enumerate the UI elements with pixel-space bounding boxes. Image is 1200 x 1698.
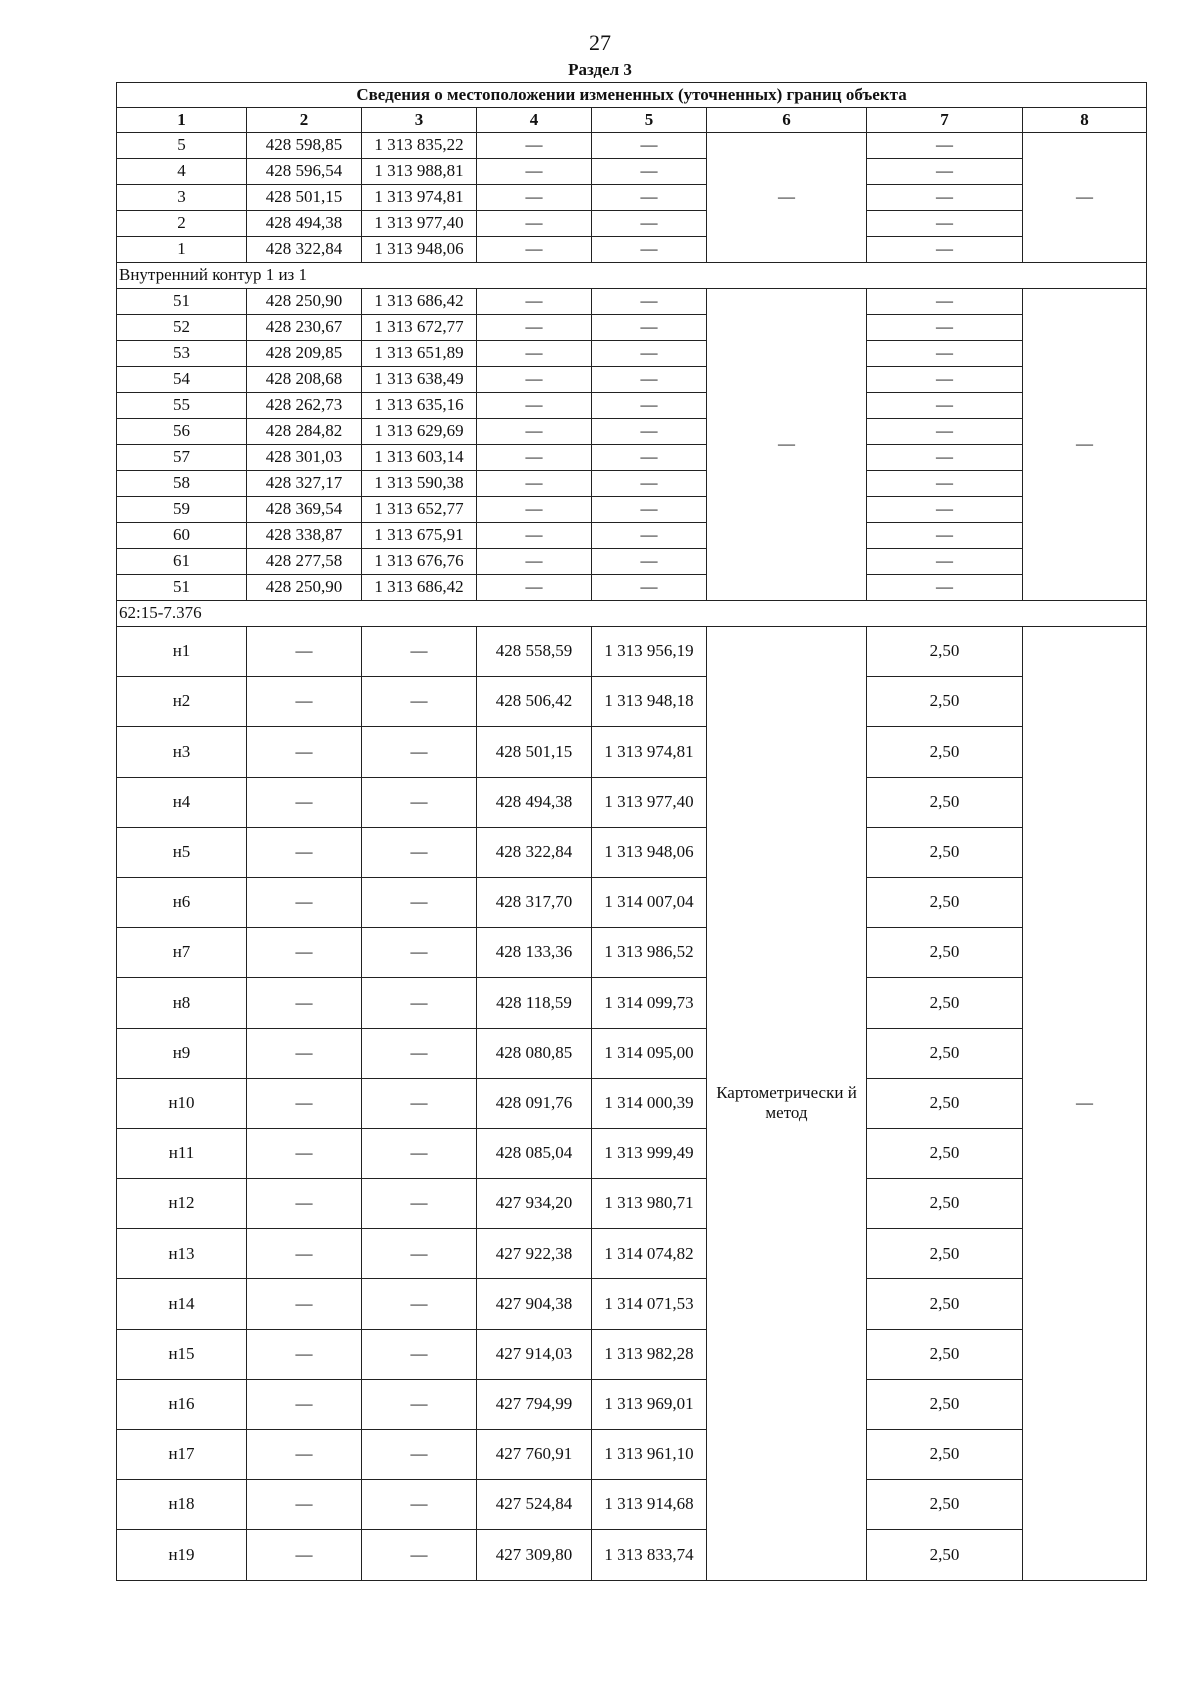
- empty-cell: —: [477, 575, 592, 601]
- accuracy-value: 2,50: [867, 928, 1023, 978]
- table-row: [117, 497, 1147, 523]
- table-row: [117, 211, 1147, 237]
- coordinate-x: 428 322,84: [477, 827, 592, 877]
- empty-cell: —: [592, 315, 707, 341]
- empty-cell: —: [592, 523, 707, 549]
- empty-cell: —: [477, 393, 592, 419]
- accuracy-value: 2,50: [867, 1179, 1023, 1229]
- empty-cell: —: [362, 777, 477, 827]
- point-number: 53: [117, 341, 247, 367]
- table-row: [117, 1430, 1147, 1480]
- point-number: н19: [117, 1530, 247, 1580]
- empty-cell: —: [867, 523, 1023, 549]
- point-number: н9: [117, 1028, 247, 1078]
- table-row: [117, 1229, 1147, 1279]
- empty-cell: —: [477, 237, 592, 263]
- coordinate-y: 1 314 071,53: [592, 1279, 707, 1329]
- point-number: н7: [117, 928, 247, 978]
- table-row: [117, 1078, 1147, 1128]
- empty-cell: —: [867, 133, 1023, 159]
- empty-cell: —: [247, 1379, 362, 1429]
- coordinate-x: 428 501,15: [477, 727, 592, 777]
- table-row: [117, 1329, 1147, 1379]
- point-number: 58: [117, 471, 247, 497]
- coordinate-y: 1 313 629,69: [362, 419, 477, 445]
- coordinate-x: 428 080,85: [477, 1028, 592, 1078]
- coordinate-x: 427 922,38: [477, 1229, 592, 1279]
- coordinate-x: 428 494,38: [477, 777, 592, 827]
- empty-cell: —: [362, 1028, 477, 1078]
- point-number: н6: [117, 877, 247, 927]
- coordinate-x: 428 085,04: [477, 1128, 592, 1178]
- coordinate-y: 1 313 652,77: [362, 497, 477, 523]
- table-row: [117, 445, 1147, 471]
- coordinate-x: 427 309,80: [477, 1530, 592, 1580]
- point-number: 1: [117, 237, 247, 263]
- empty-cell: —: [477, 211, 592, 237]
- coordinate-y: 1 313 651,89: [362, 341, 477, 367]
- coordinate-y: 1 314 007,04: [592, 877, 707, 927]
- empty-cell: —: [362, 1329, 477, 1379]
- empty-cell: —: [477, 185, 592, 211]
- coordinate-x: 427 524,84: [477, 1480, 592, 1530]
- column-header: 7: [867, 108, 1023, 133]
- empty-cell: —: [247, 1078, 362, 1128]
- table-row: [117, 1530, 1147, 1580]
- empty-cell: —: [592, 367, 707, 393]
- coordinate-x: 428 118,59: [477, 978, 592, 1028]
- point-number: н11: [117, 1128, 247, 1178]
- empty-cell: —: [477, 471, 592, 497]
- table-row: [117, 1179, 1147, 1229]
- coordinate-x: 428 506,42: [477, 677, 592, 727]
- empty-cell: —: [247, 928, 362, 978]
- point-number: н2: [117, 677, 247, 727]
- coordinate-x: 428 250,90: [247, 289, 362, 315]
- table-title: Сведения о местоположении измененных (уточненных) границ объекта: [117, 83, 1147, 108]
- point-number: 3: [117, 185, 247, 211]
- coordinate-x: 428 230,67: [247, 315, 362, 341]
- empty-cell: —: [362, 1229, 477, 1279]
- empty-cell: —: [247, 1430, 362, 1480]
- boundary-table: [116, 82, 1147, 1581]
- empty-cell: —: [362, 1530, 477, 1580]
- table-row: [117, 393, 1147, 419]
- method-cell: —: [707, 133, 867, 263]
- empty-cell: —: [247, 1028, 362, 1078]
- coordinate-x: 428 596,54: [247, 159, 362, 185]
- point-number: 5: [117, 133, 247, 159]
- empty-cell: —: [477, 419, 592, 445]
- empty-cell: —: [592, 289, 707, 315]
- coordinate-y: 1 314 000,39: [592, 1078, 707, 1128]
- empty-cell: —: [867, 185, 1023, 211]
- column-header: 2: [247, 108, 362, 133]
- empty-cell: —: [592, 185, 707, 211]
- coordinate-y: 1 313 914,68: [592, 1480, 707, 1530]
- column-header: 5: [592, 108, 707, 133]
- empty-cell: —: [477, 341, 592, 367]
- table-row: [117, 523, 1147, 549]
- empty-cell: —: [362, 1430, 477, 1480]
- empty-cell: —: [867, 419, 1023, 445]
- empty-cell: —: [247, 1279, 362, 1329]
- coordinate-x: 428 317,70: [477, 877, 592, 927]
- table-row: [117, 185, 1147, 211]
- point-number: 60: [117, 523, 247, 549]
- point-number: н15: [117, 1329, 247, 1379]
- coordinate-y: 1 313 638,49: [362, 367, 477, 393]
- empty-cell: —: [477, 289, 592, 315]
- coordinate-y: 1 314 095,00: [592, 1028, 707, 1078]
- table-row: [117, 419, 1147, 445]
- coordinate-x: 428 494,38: [247, 211, 362, 237]
- empty-cell: —: [247, 877, 362, 927]
- accuracy-value: 2,50: [867, 1530, 1023, 1580]
- empty-cell: —: [592, 471, 707, 497]
- empty-cell: —: [247, 827, 362, 877]
- empty-cell: —: [867, 393, 1023, 419]
- method-cell: Картометрически й метод: [707, 627, 867, 1581]
- empty-cell: —: [477, 133, 592, 159]
- empty-cell: —: [867, 445, 1023, 471]
- table-row: [117, 341, 1147, 367]
- table-row: [117, 471, 1147, 497]
- empty-cell: —: [867, 289, 1023, 315]
- empty-cell: —: [592, 393, 707, 419]
- table-row: [117, 237, 1147, 263]
- coordinate-x: 428 501,15: [247, 185, 362, 211]
- coordinate-x: 427 904,38: [477, 1279, 592, 1329]
- parcel-number-row: [117, 601, 1147, 627]
- point-number: 55: [117, 393, 247, 419]
- table-row: [117, 133, 1147, 159]
- point-number: н3: [117, 727, 247, 777]
- coordinate-y: 1 313 948,18: [592, 677, 707, 727]
- empty-cell: —: [592, 159, 707, 185]
- point-number: 54: [117, 367, 247, 393]
- empty-cell: —: [362, 1128, 477, 1178]
- empty-cell: —: [362, 1279, 477, 1329]
- point-number: 4: [117, 159, 247, 185]
- coordinate-y: 1 313 999,49: [592, 1128, 707, 1178]
- empty-cell: —: [247, 777, 362, 827]
- coordinate-x: 428 209,85: [247, 341, 362, 367]
- coordinate-y: 1 313 988,81: [362, 159, 477, 185]
- accuracy-value: 2,50: [867, 777, 1023, 827]
- point-number: н5: [117, 827, 247, 877]
- coordinate-x: 427 794,99: [477, 1379, 592, 1429]
- empty-cell: —: [867, 211, 1023, 237]
- coordinate-x: 428 208,68: [247, 367, 362, 393]
- table-row: [117, 677, 1147, 727]
- empty-cell: —: [247, 627, 362, 677]
- notes-cell: —: [1023, 289, 1147, 601]
- coordinate-y: 1 313 835,22: [362, 133, 477, 159]
- empty-cell: —: [867, 341, 1023, 367]
- coordinate-x: 428 133,36: [477, 928, 592, 978]
- accuracy-value: 2,50: [867, 1078, 1023, 1128]
- empty-cell: —: [592, 445, 707, 471]
- method-cell: —: [707, 289, 867, 601]
- coordinate-x: 428 598,85: [247, 133, 362, 159]
- empty-cell: —: [362, 1379, 477, 1429]
- empty-cell: —: [362, 677, 477, 727]
- notes-cell: —: [1023, 133, 1147, 263]
- point-number: 2: [117, 211, 247, 237]
- accuracy-value: 2,50: [867, 978, 1023, 1028]
- coordinate-y: 1 313 672,77: [362, 315, 477, 341]
- coordinate-y: 1 313 948,06: [592, 827, 707, 877]
- empty-cell: —: [247, 978, 362, 1028]
- empty-cell: —: [592, 419, 707, 445]
- empty-cell: —: [362, 928, 477, 978]
- coordinate-y: 1 313 969,01: [592, 1379, 707, 1429]
- point-number: 51: [117, 575, 247, 601]
- table-row: [117, 777, 1147, 827]
- empty-cell: —: [247, 677, 362, 727]
- empty-cell: —: [362, 627, 477, 677]
- table-row: [117, 877, 1147, 927]
- inner-contour-label-row: [117, 263, 1147, 289]
- coordinate-x: 428 327,17: [247, 471, 362, 497]
- coordinate-x: 428 277,58: [247, 549, 362, 575]
- empty-cell: —: [592, 211, 707, 237]
- point-number: 52: [117, 315, 247, 341]
- coordinate-y: 1 313 961,10: [592, 1430, 707, 1480]
- column-header: 3: [362, 108, 477, 133]
- empty-cell: —: [362, 1078, 477, 1128]
- empty-cell: —: [362, 1480, 477, 1530]
- empty-cell: —: [867, 159, 1023, 185]
- accuracy-value: 2,50: [867, 1430, 1023, 1480]
- empty-cell: —: [867, 237, 1023, 263]
- empty-cell: —: [592, 549, 707, 575]
- column-header: 6: [707, 108, 867, 133]
- table-row: [117, 289, 1147, 315]
- point-number: н1: [117, 627, 247, 677]
- coordinate-y: 1 313 974,81: [592, 727, 707, 777]
- notes-cell: —: [1023, 627, 1147, 1581]
- coordinate-y: 1 313 833,74: [592, 1530, 707, 1580]
- accuracy-value: 2,50: [867, 1028, 1023, 1078]
- empty-cell: —: [477, 367, 592, 393]
- empty-cell: —: [247, 727, 362, 777]
- point-number: н18: [117, 1480, 247, 1530]
- column-header: 4: [477, 108, 592, 133]
- table-row: [117, 367, 1147, 393]
- table-row: [117, 1279, 1147, 1329]
- accuracy-value: 2,50: [867, 727, 1023, 777]
- empty-cell: —: [867, 575, 1023, 601]
- table-row: [117, 159, 1147, 185]
- coordinate-x: 428 250,90: [247, 575, 362, 601]
- coordinate-y: 1 313 977,40: [592, 777, 707, 827]
- empty-cell: —: [362, 727, 477, 777]
- accuracy-value: 2,50: [867, 627, 1023, 677]
- coordinate-y: 1 313 676,76: [362, 549, 477, 575]
- accuracy-value: 2,50: [867, 1279, 1023, 1329]
- empty-cell: —: [362, 877, 477, 927]
- coordinate-x: 428 091,76: [477, 1078, 592, 1128]
- empty-cell: —: [477, 549, 592, 575]
- coordinate-x: 427 934,20: [477, 1179, 592, 1229]
- table-row: [117, 978, 1147, 1028]
- empty-cell: —: [477, 497, 592, 523]
- section-title: Раздел 3: [568, 60, 632, 79]
- coordinate-x: 427 760,91: [477, 1430, 592, 1480]
- point-number: 59: [117, 497, 247, 523]
- empty-cell: —: [592, 237, 707, 263]
- point-number: н14: [117, 1279, 247, 1329]
- empty-cell: —: [247, 1480, 362, 1530]
- point-number: н4: [117, 777, 247, 827]
- point-number: н10: [117, 1078, 247, 1128]
- coordinate-x: 427 914,03: [477, 1329, 592, 1379]
- empty-cell: —: [477, 159, 592, 185]
- table-row: [117, 928, 1147, 978]
- inner-contour-label: Внутренний контур 1 из 1: [117, 263, 1147, 289]
- coordinate-y: 1 313 686,42: [362, 575, 477, 601]
- accuracy-value: 2,50: [867, 827, 1023, 877]
- coordinate-y: 1 313 977,40: [362, 211, 477, 237]
- point-number: н12: [117, 1179, 247, 1229]
- point-number: н17: [117, 1430, 247, 1480]
- accuracy-value: 2,50: [867, 1229, 1023, 1279]
- coordinate-y: 1 313 603,14: [362, 445, 477, 471]
- accuracy-value: 2,50: [867, 1128, 1023, 1178]
- coordinate-y: 1 313 974,81: [362, 185, 477, 211]
- empty-cell: —: [477, 315, 592, 341]
- accuracy-value: 2,50: [867, 877, 1023, 927]
- point-number: 51: [117, 289, 247, 315]
- table-row: [117, 315, 1147, 341]
- column-header-row: [117, 108, 1147, 133]
- table-row: [117, 1028, 1147, 1078]
- coordinate-x: 428 284,82: [247, 419, 362, 445]
- point-number: 57: [117, 445, 247, 471]
- empty-cell: —: [247, 1229, 362, 1279]
- coordinate-y: 1 313 635,16: [362, 393, 477, 419]
- empty-cell: —: [477, 523, 592, 549]
- coordinate-y: 1 313 675,91: [362, 523, 477, 549]
- coordinate-y: 1 313 980,71: [592, 1179, 707, 1229]
- accuracy-value: 2,50: [867, 1379, 1023, 1429]
- empty-cell: —: [867, 549, 1023, 575]
- parcel-number: 62:15-7.376: [117, 601, 1147, 627]
- empty-cell: —: [247, 1530, 362, 1580]
- point-number: 61: [117, 549, 247, 575]
- accuracy-value: 2,50: [867, 677, 1023, 727]
- coordinate-y: 1 313 982,28: [592, 1329, 707, 1379]
- table-row: [117, 1379, 1147, 1429]
- table-row: [117, 727, 1147, 777]
- empty-cell: —: [592, 575, 707, 601]
- coordinate-y: 1 313 986,52: [592, 928, 707, 978]
- empty-cell: —: [362, 827, 477, 877]
- empty-cell: —: [362, 1179, 477, 1229]
- column-header: 8: [1023, 108, 1147, 133]
- accuracy-value: 2,50: [867, 1480, 1023, 1530]
- empty-cell: —: [247, 1179, 362, 1229]
- empty-cell: —: [592, 497, 707, 523]
- column-header: 1: [117, 108, 247, 133]
- empty-cell: —: [592, 341, 707, 367]
- point-number: 56: [117, 419, 247, 445]
- empty-cell: —: [592, 133, 707, 159]
- empty-cell: —: [362, 978, 477, 1028]
- coordinate-x: 428 301,03: [247, 445, 362, 471]
- table-row: [117, 827, 1147, 877]
- coordinate-x: 428 369,54: [247, 497, 362, 523]
- empty-cell: —: [247, 1128, 362, 1178]
- table-row: [117, 627, 1147, 677]
- coordinate-y: 1 313 948,06: [362, 237, 477, 263]
- point-number: н8: [117, 978, 247, 1028]
- accuracy-value: 2,50: [867, 1329, 1023, 1379]
- empty-cell: —: [867, 497, 1023, 523]
- coordinate-x: 428 322,84: [247, 237, 362, 263]
- coordinate-y: 1 313 956,19: [592, 627, 707, 677]
- table-row: [117, 549, 1147, 575]
- coordinate-y: 1 314 074,82: [592, 1229, 707, 1279]
- coordinate-x: 428 558,59: [477, 627, 592, 677]
- coordinate-y: 1 313 686,42: [362, 289, 477, 315]
- point-number: н16: [117, 1379, 247, 1429]
- page-number: 27: [589, 30, 611, 55]
- coordinate-y: 1 313 590,38: [362, 471, 477, 497]
- point-number: н13: [117, 1229, 247, 1279]
- empty-cell: —: [867, 315, 1023, 341]
- empty-cell: —: [867, 367, 1023, 393]
- empty-cell: —: [247, 1329, 362, 1379]
- coordinate-x: 428 338,87: [247, 523, 362, 549]
- table-row: [117, 575, 1147, 601]
- empty-cell: —: [867, 471, 1023, 497]
- coordinate-y: 1 314 099,73: [592, 978, 707, 1028]
- coordinate-x: 428 262,73: [247, 393, 362, 419]
- table-row: [117, 1128, 1147, 1178]
- table-row: [117, 1480, 1147, 1530]
- empty-cell: —: [477, 445, 592, 471]
